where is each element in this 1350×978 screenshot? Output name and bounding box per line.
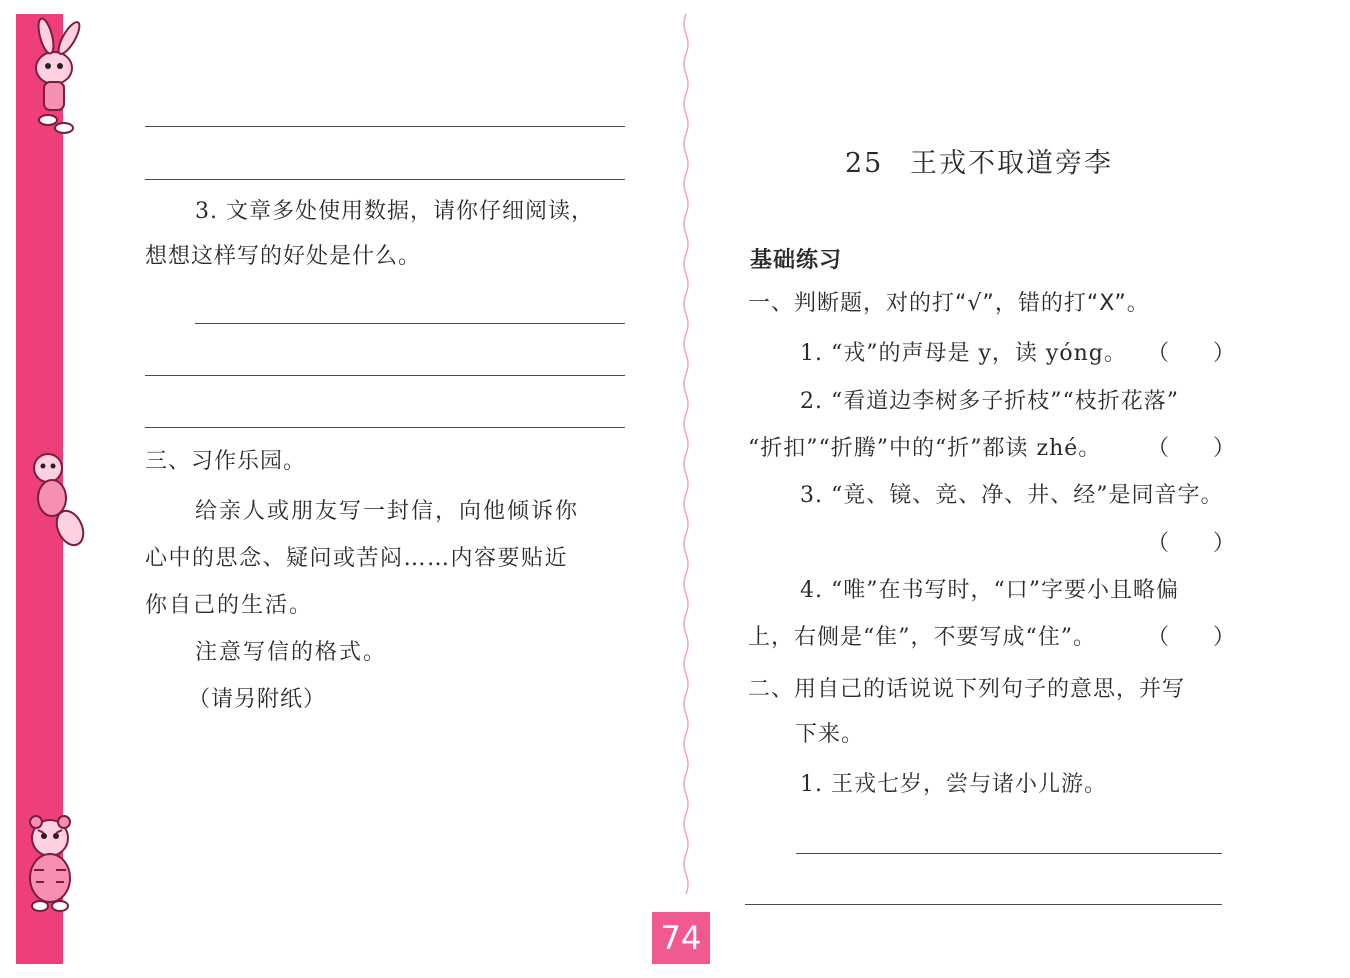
part-2-heading-line1: 二、用自己的话说说下列句子的意思，并写 — [748, 677, 1186, 702]
writing-prompt-line1: 给亲人或朋友写一封信，向他倾诉你 — [195, 499, 580, 524]
section-3-heading: 三、习作乐园。 — [145, 449, 307, 474]
writing-prompt-line3: 你自己的生活。 — [145, 593, 314, 618]
judgment-item-1: 1. “戎”的声母是 y，读 yóng。 — [800, 341, 1127, 366]
answer-line — [145, 375, 625, 376]
answer-paren[interactable]: （ ） — [1147, 531, 1236, 556]
lesson-title: 王戎不取道旁李 — [910, 148, 1113, 179]
lesson-number: 25 — [845, 148, 884, 179]
answer-line — [145, 126, 625, 127]
page-divider — [681, 14, 691, 894]
judgment-item-4-line1: 4. “唯”在书写时，“口”字要小且略偏 — [800, 578, 1179, 603]
question-3-line2: 想想这样写的好处是什么。 — [145, 244, 422, 269]
tiger-mascot-icon — [14, 808, 88, 920]
writing-prompt-line2: 心中的思念、疑问或苦闷……内容要贴近 — [145, 546, 569, 571]
answer-line — [145, 179, 625, 180]
question-3-line1: 3. 文章多处使用数据，请你仔细阅读， — [195, 199, 594, 224]
sentence-1: 1. 王戎七岁，尝与诸小儿游。 — [800, 772, 1107, 797]
part-1-heading: 一、判断题，对的打“√”，错的打“X”。 — [748, 291, 1150, 316]
judgment-item-4-line2: 上，右侧是“隹”，不要写成“住”。 — [748, 625, 1096, 650]
answer-line — [745, 904, 1222, 905]
judgment-item-3: 3. “竟、镜、竞、净、井、经”是同音字。 — [800, 483, 1224, 508]
answer-line — [195, 323, 625, 324]
answer-paren[interactable]: （ ） — [1147, 341, 1236, 366]
answer-line — [796, 853, 1222, 854]
practice-heading: 基础练习 — [750, 248, 843, 273]
answer-paren[interactable]: （ ） — [1147, 436, 1236, 461]
attach-paper-note: （请另附纸） — [188, 687, 327, 712]
page-number: 74 — [652, 912, 710, 964]
answer-paren[interactable]: （ ） — [1147, 625, 1236, 650]
part-2-heading-line2: 下来。 — [795, 722, 865, 747]
judgment-item-2-line2: “折扣”“折腾”中的“折”都读 zhé。 — [748, 436, 1102, 461]
squirrel-mascot-icon — [14, 440, 92, 550]
answer-line — [145, 427, 625, 428]
rabbit-mascot-icon — [14, 16, 94, 136]
judgment-item-2-line1: 2. “看道边李树多子折枝”“枝折花落” — [800, 389, 1179, 414]
format-note: 注意写信的格式。 — [195, 640, 388, 665]
